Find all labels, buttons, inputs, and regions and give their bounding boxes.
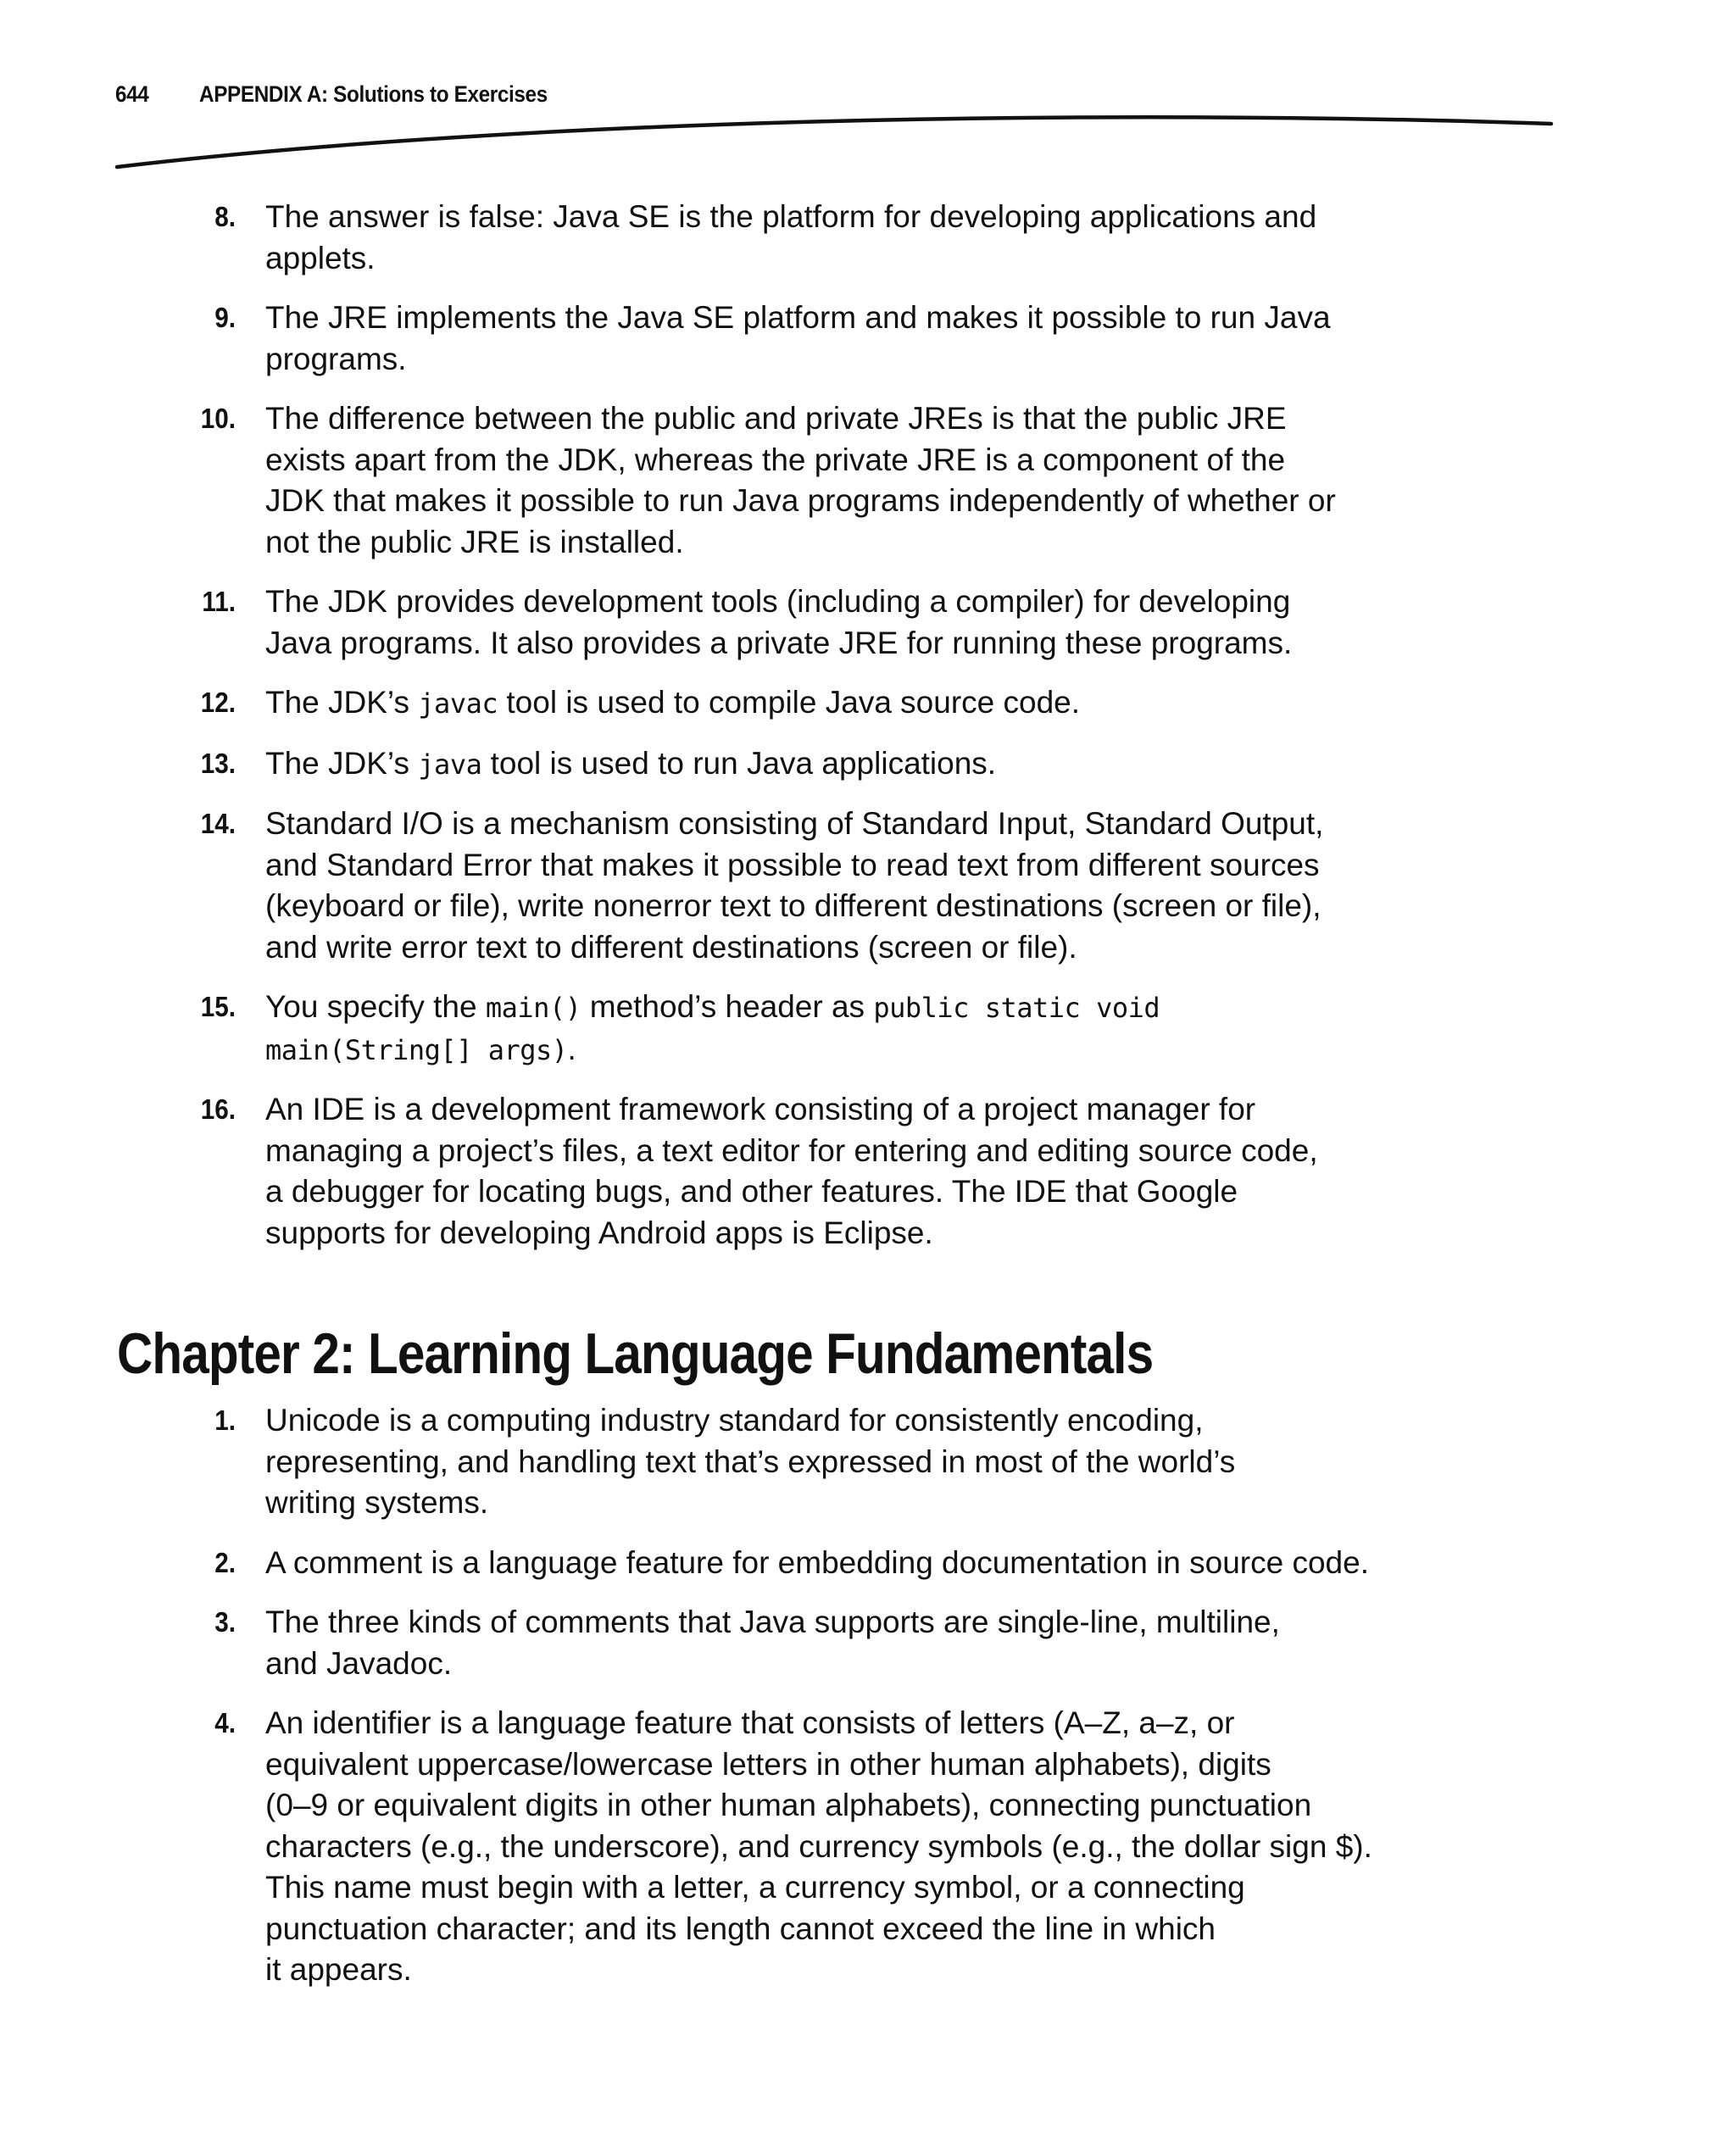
text-run: a debugger for locating bugs, and other features. The IDE that Google xyxy=(265,1174,1238,1209)
answer-line xyxy=(265,1785,1452,1827)
answer-number: 13. xyxy=(200,747,236,779)
answer-line xyxy=(265,1602,1452,1644)
text-run: An IDE is a development framework consisting of a project manager for xyxy=(265,1092,1256,1126)
inline-code: public static void xyxy=(873,992,1160,1024)
answer-line xyxy=(265,1442,1452,1483)
inline-code: main() xyxy=(485,992,581,1024)
answer-line xyxy=(265,339,1452,381)
answer-number: 9. xyxy=(214,302,236,333)
answer-number: 16. xyxy=(200,1093,236,1125)
text-run: The JRE implements the Java SE platform and makes it possible to run Java xyxy=(265,300,1331,335)
answer-line xyxy=(265,886,1452,927)
answer-number: 2. xyxy=(214,1546,236,1578)
answer-item xyxy=(0,1543,1736,1584)
answer-line xyxy=(265,1171,1452,1213)
text-run: representing, and handling text that’s expressed in most of the world’s xyxy=(265,1443,1236,1479)
answer-text xyxy=(265,1543,1452,1584)
text-run: equivalent uppercase/lowercase letters in other human alphabets), digits xyxy=(265,1746,1271,1782)
answer-line xyxy=(265,1131,1452,1172)
answer-line xyxy=(265,1400,1452,1442)
answer-item xyxy=(0,804,1736,968)
answer-text xyxy=(265,581,1452,664)
answer-line xyxy=(265,804,1452,845)
text-run: The difference between the public and private JREs is that the public JRE xyxy=(265,401,1287,436)
text-run: The three kinds of comments that Java supports are single-line, multiline, xyxy=(265,1605,1280,1639)
text-run: Standard I/O is a mechanism consisting of Standard Input, Standard Output, xyxy=(265,806,1324,841)
answer-text xyxy=(265,1703,1452,1991)
text-run: not the public JRE is installed. xyxy=(265,524,684,559)
answer-item xyxy=(0,1089,1736,1254)
answer-line xyxy=(265,1213,1452,1254)
answer-item xyxy=(0,298,1736,380)
answer-line xyxy=(265,1482,1452,1524)
text-run: The JDK provides development tools (including a compiler) for developing xyxy=(265,584,1291,619)
text-run: tool is used to run Java applications. xyxy=(481,745,997,781)
answer-text xyxy=(265,398,1452,563)
running-title: APPENDIX A: Solutions to Exercises xyxy=(199,81,548,107)
text-run: The answer is false: Java SE is the platform for developing applications and xyxy=(265,199,1317,234)
answer-line xyxy=(265,481,1452,522)
text-run: characters (e.g., the underscore), and currency symbols (e.g., the dollar sign $). xyxy=(265,1828,1372,1864)
answer-line xyxy=(265,682,1452,725)
text-run: it appears. xyxy=(265,1952,412,1987)
answer-item xyxy=(0,1602,1736,1684)
answer-text xyxy=(265,1089,1452,1254)
answer-text xyxy=(265,1400,1452,1524)
text-run: writing systems. xyxy=(265,1485,489,1520)
answer-number: 4. xyxy=(214,1707,236,1738)
answer-item xyxy=(0,987,1736,1071)
answer-number: 12. xyxy=(200,687,236,718)
answer-text xyxy=(265,298,1452,380)
answer-number: 14. xyxy=(200,808,236,839)
answer-item xyxy=(0,1703,1736,1991)
text-run: and Javadoc. xyxy=(265,1645,453,1681)
text-run: Java programs. It also provides a private JRE for running these programs. xyxy=(265,625,1293,660)
text-run: You specify the xyxy=(265,989,486,1024)
answer-line xyxy=(265,398,1452,440)
answer-line xyxy=(265,1867,1452,1909)
text-run: punctuation character; and its length cannot exceed the line in which xyxy=(265,1911,1216,1946)
answer-number: 1. xyxy=(214,1405,236,1436)
text-run: JDK that makes it possible to run Java programs independently of whether or xyxy=(265,483,1336,518)
answer-number: 11. xyxy=(202,586,236,617)
answer-line xyxy=(265,1644,1452,1685)
answer-line xyxy=(265,1909,1452,1950)
answer-text xyxy=(265,987,1452,1071)
chapter-heading: Chapter 2: Learning Language Fundamentals xyxy=(117,1321,1154,1386)
answer-text xyxy=(265,743,1452,786)
text-run: managing a project’s files, a text editor for entering and editing source code, xyxy=(265,1132,1318,1168)
answer-number: 8. xyxy=(214,201,236,232)
answer-line xyxy=(265,623,1452,665)
text-run: This name must begin with a letter, a currency symbol, or a connecting xyxy=(265,1870,1245,1905)
inline-code: java xyxy=(418,748,482,781)
answer-line xyxy=(265,1089,1452,1131)
answer-number: 10. xyxy=(200,403,236,434)
text-run: method’s header as xyxy=(581,989,874,1024)
answer-item xyxy=(0,1400,1736,1524)
answer-line xyxy=(265,743,1452,786)
answer-line xyxy=(265,197,1452,238)
answer-line xyxy=(265,440,1452,481)
answer-text xyxy=(265,682,1452,725)
text-run: . xyxy=(567,1031,576,1066)
text-run: programs. xyxy=(265,341,407,376)
answer-line xyxy=(265,1827,1452,1868)
answer-line xyxy=(265,522,1452,564)
answer-item xyxy=(0,398,1736,563)
page-number: 644 xyxy=(115,81,149,107)
text-run: (keyboard or file), write nonerror text to different destinations (screen or file), xyxy=(265,888,1321,923)
exercise-answers-list-chapter-2 xyxy=(0,1400,1736,2010)
answer-line xyxy=(265,1029,1452,1071)
exercise-answers-list-chapter-1 xyxy=(0,197,1736,1272)
answer-item xyxy=(0,197,1736,279)
answer-item xyxy=(0,682,1736,725)
answer-item xyxy=(0,743,1736,786)
text-run: and Standard Error that makes it possible to read text from different sources xyxy=(265,847,1320,882)
running-head xyxy=(115,81,548,108)
answer-line xyxy=(265,845,1452,887)
answer-line xyxy=(265,1744,1452,1786)
answer-line xyxy=(265,1950,1452,1991)
answer-line xyxy=(265,238,1452,280)
answer-text xyxy=(265,197,1452,279)
text-run: A comment is a language feature for embedding documentation in source code. xyxy=(265,1544,1369,1580)
text-run: The JDK’s xyxy=(265,685,419,720)
answer-line xyxy=(265,987,1452,1029)
inline-code: main(String[] args) xyxy=(265,1033,568,1066)
text-run: applets. xyxy=(265,240,376,275)
answer-line xyxy=(265,1543,1452,1584)
answer-number: 15. xyxy=(200,991,236,1022)
answer-item xyxy=(0,581,1736,664)
text-run: tool is used to compile Java source code. xyxy=(498,685,1081,720)
answer-number: 3. xyxy=(214,1606,236,1638)
text-run: (0–9 or equivalent digits in other human alphabets), connecting punctuation xyxy=(265,1788,1312,1822)
text-run: supports for developing Android apps is Eclipse. xyxy=(265,1215,933,1250)
text-run: Unicode is a computing industry standard for consistently encoding, xyxy=(265,1403,1204,1438)
answer-line xyxy=(265,298,1452,339)
answer-text xyxy=(265,1602,1452,1684)
inline-code: javac xyxy=(418,687,498,720)
answer-line xyxy=(265,581,1452,623)
answer-line xyxy=(265,1703,1452,1744)
answer-text xyxy=(265,804,1452,968)
header-rule xyxy=(0,0,1736,220)
text-run: exists apart from the JDK, whereas the private JRE is a component of the xyxy=(265,442,1286,477)
answer-line xyxy=(265,927,1452,969)
text-run: An identifier is a language feature that consists of letters (A–Z, a–z, or xyxy=(265,1705,1235,1740)
text-run: and write error text to different destinations (screen or file). xyxy=(265,929,1077,965)
text-run: The JDK’s xyxy=(265,745,419,781)
